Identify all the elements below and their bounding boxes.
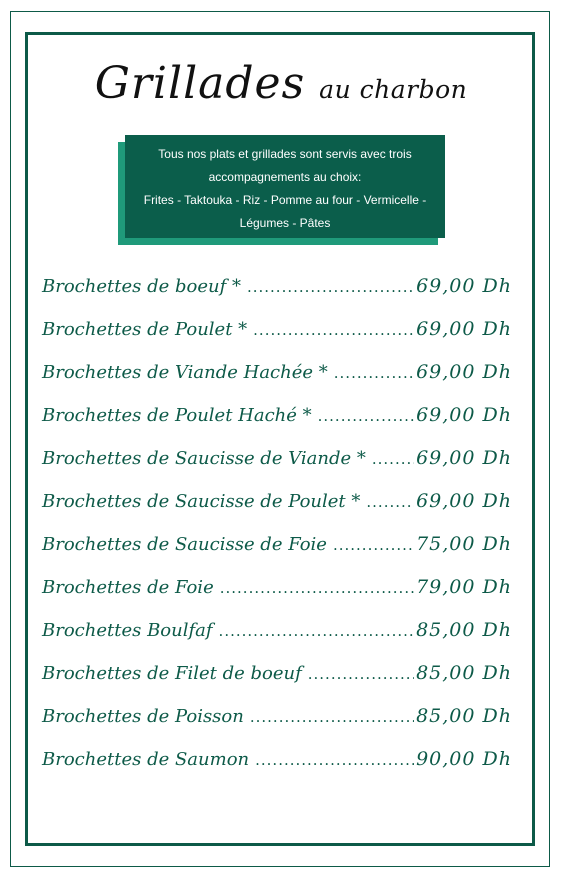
item-price: 69,00 Dh [416, 361, 512, 383]
item-name: Brochettes de Viande Hachée * [42, 362, 328, 383]
menu-item [42, 275, 512, 318]
item-price: 85,00 Dh [416, 705, 512, 727]
menu-item [42, 404, 512, 447]
title-main: Grillades [94, 58, 306, 109]
dot-leader [219, 622, 415, 640]
menu-item [42, 662, 512, 705]
item-price: 75,00 Dh [416, 533, 512, 555]
menu-title [0, 58, 562, 109]
info-line-2: accompagnements au choix: [208, 170, 362, 184]
dot-leader [334, 364, 414, 382]
item-name: Brochettes de boeuf * [42, 276, 241, 297]
dot-leader [333, 536, 414, 554]
menu-item [42, 318, 512, 361]
item-name: Brochettes de Saucisse de Poulet * [42, 491, 361, 512]
dot-leader [220, 579, 414, 597]
menu-item [42, 490, 512, 533]
menu-item [42, 748, 512, 791]
item-name: Brochettes Boulfaf [42, 620, 213, 641]
item-name: Brochettes de Saucisse de Foie [42, 534, 327, 555]
item-name: Brochettes de Filet de boeuf [42, 663, 302, 684]
item-name: Brochettes de Foie [42, 577, 214, 598]
item-price: 79,00 Dh [416, 576, 512, 598]
item-price: 69,00 Dh [416, 490, 512, 512]
item-name: Brochettes de Saumon [42, 749, 250, 770]
item-price: 90,00 Dh [416, 748, 512, 770]
item-name: Brochettes de Poulet * [42, 319, 248, 340]
dot-leader [308, 665, 414, 683]
item-price: 85,00 Dh [416, 662, 512, 684]
dot-leader [318, 407, 414, 425]
dot-leader [250, 708, 414, 726]
menu-item [42, 705, 512, 748]
item-price: 69,00 Dh [416, 318, 512, 340]
menu-item [42, 576, 512, 619]
item-price: 69,00 Dh [416, 404, 512, 426]
dot-leader [372, 450, 414, 468]
item-name: Brochettes de Saucisse de Viande * [42, 448, 366, 469]
info-line-1: Tous nos plats et grillades sont servis avec trois [158, 147, 412, 161]
item-name: Brochettes de Poisson [42, 706, 244, 727]
item-price: 85,00 Dh [416, 619, 512, 641]
item-price: 69,00 Dh [416, 275, 512, 297]
item-price: 69,00 Dh [416, 447, 512, 469]
menu-item [42, 619, 512, 662]
info-line-4: Légumes - Pâtes [239, 216, 331, 230]
title-sub: au charbon [319, 75, 468, 104]
dot-leader [253, 321, 414, 339]
accompaniments-info-box [125, 135, 445, 238]
menu-item [42, 361, 512, 404]
menu-list [42, 275, 512, 791]
item-name: Brochettes de Poulet Haché * [42, 405, 312, 426]
menu-item [42, 447, 512, 490]
info-line-3: Frites - Taktouka - Riz - Pomme au four - Vermicelle - [143, 193, 427, 207]
dot-leader [255, 751, 414, 769]
dot-leader [366, 493, 414, 511]
dot-leader [247, 278, 414, 296]
menu-item [42, 533, 512, 576]
